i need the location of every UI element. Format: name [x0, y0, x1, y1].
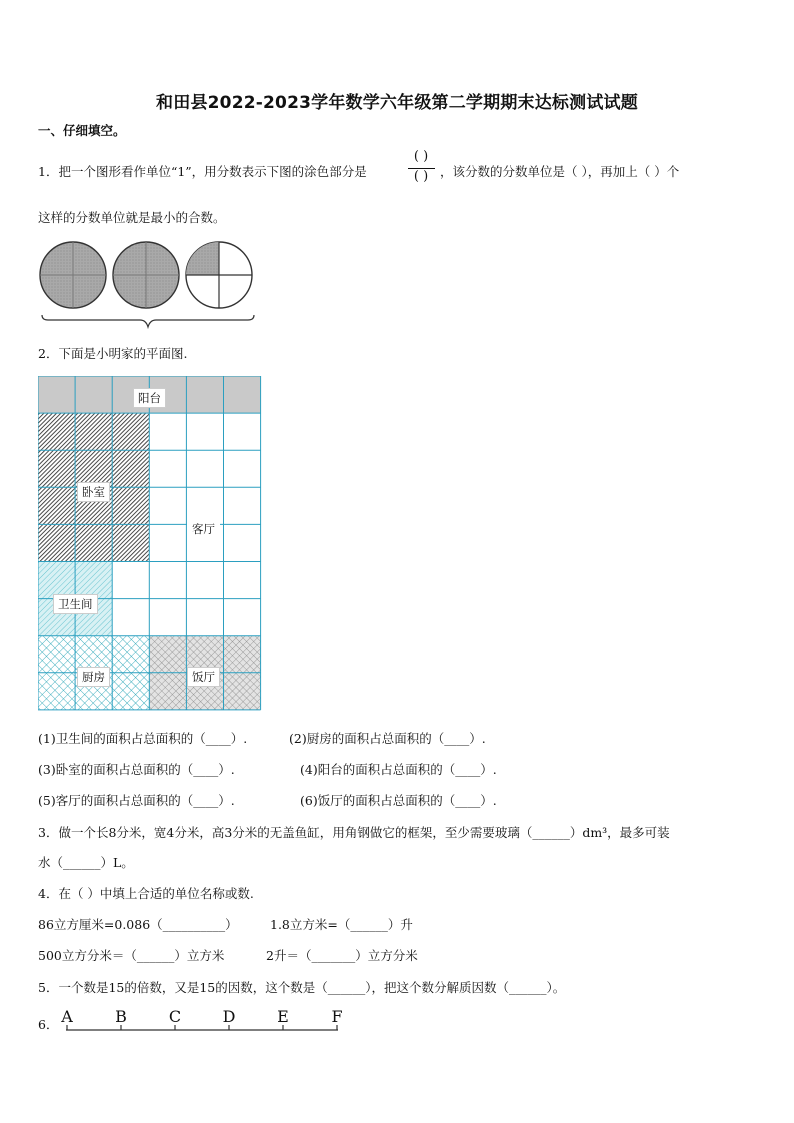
room-label-bathroom: 卫生间 — [53, 594, 98, 614]
number-line-point-label: F — [331, 1007, 343, 1026]
room-label-kitchen: 厨房 — [77, 667, 110, 687]
q1-line1-b: ，该分数的分数单位是（ ），再加上（ ）个 — [440, 164, 680, 179]
q2-item-1: (1)卫生间的面积占总面积的（____）. — [38, 731, 248, 746]
circle-1 — [40, 242, 106, 308]
q4-row2-a: 500立方分米＝（______）立方米 — [38, 948, 225, 963]
number-line-point-label: E — [277, 1007, 289, 1026]
q2-item-6: (6)饭厅的面积占总面积的（____）. — [300, 793, 497, 808]
number-line-point-label: D — [222, 1007, 236, 1026]
circle-2 — [113, 242, 179, 308]
room-label-living: 客厅 — [187, 519, 220, 539]
q6-number: 6． — [38, 1017, 59, 1032]
section-heading: 一、仔细填空。 — [38, 123, 126, 138]
q4-row2-b: 2升＝（_______）立方分米 — [266, 948, 418, 963]
q1-fraction-denominator: ( ) — [413, 169, 429, 184]
q4-row1-b: 1.8立方米=（______）升 — [270, 917, 413, 932]
q1-fraction-numerator: ( ) — [413, 149, 429, 164]
q2-intro: 2．下面是小明家的平面图. — [38, 346, 188, 361]
number-line-point-label: A — [61, 1007, 73, 1026]
number-line-point-label: B — [115, 1007, 127, 1026]
q6-number-line — [56, 1006, 356, 1036]
q1-fraction — [406, 149, 436, 189]
circle-3 — [186, 242, 252, 308]
q2-item-2: (2)厨房的面积占总面积的（____）. — [289, 731, 486, 746]
q4-row1-a: 86立方厘米=0.086（__________） — [38, 917, 238, 932]
room-label-balcony: 阳台 — [133, 388, 166, 408]
q1-line2: 这样的分数单位就是最小的合数。 — [38, 210, 226, 225]
floor-plan — [38, 376, 263, 713]
room-label-dining: 饭厅 — [187, 667, 220, 687]
q2-item-5: (5)客厅的面积占总面积的（____）. — [38, 793, 235, 808]
q4-intro: 4．在（ ）中填上合适的单位名称或数. — [38, 886, 254, 901]
q3-line2: 水（______）L。 — [38, 855, 134, 870]
q2-item-3: (3)卧室的面积占总面积的（____）. — [38, 762, 235, 777]
page-title: 和田县2022-2023学年数学六年级第二学期期末达标测试试题 — [156, 93, 638, 113]
q1-circles-figure — [36, 235, 261, 330]
room-label-bedroom: 卧室 — [77, 482, 110, 502]
q3-line1: 3．做一个长8分米，宽4分米，高3分米的无盖鱼缸，用角钢做它的框架，至少需要玻璃（______）dm³，最多可装 — [38, 825, 670, 840]
number-line-point-label: C — [168, 1007, 182, 1026]
q1-line1-a: 1．把一个图形看作单位“1”，用分数表示下图的涂色部分是 — [38, 164, 367, 179]
q2-item-4: (4)阳台的面积占总面积的（____）. — [300, 762, 497, 777]
brace — [42, 315, 254, 327]
q5-line: 5．一个数是15的倍数，又是15的因数，这个数是（______），把这个数分解质因数（______）。 — [38, 980, 566, 995]
